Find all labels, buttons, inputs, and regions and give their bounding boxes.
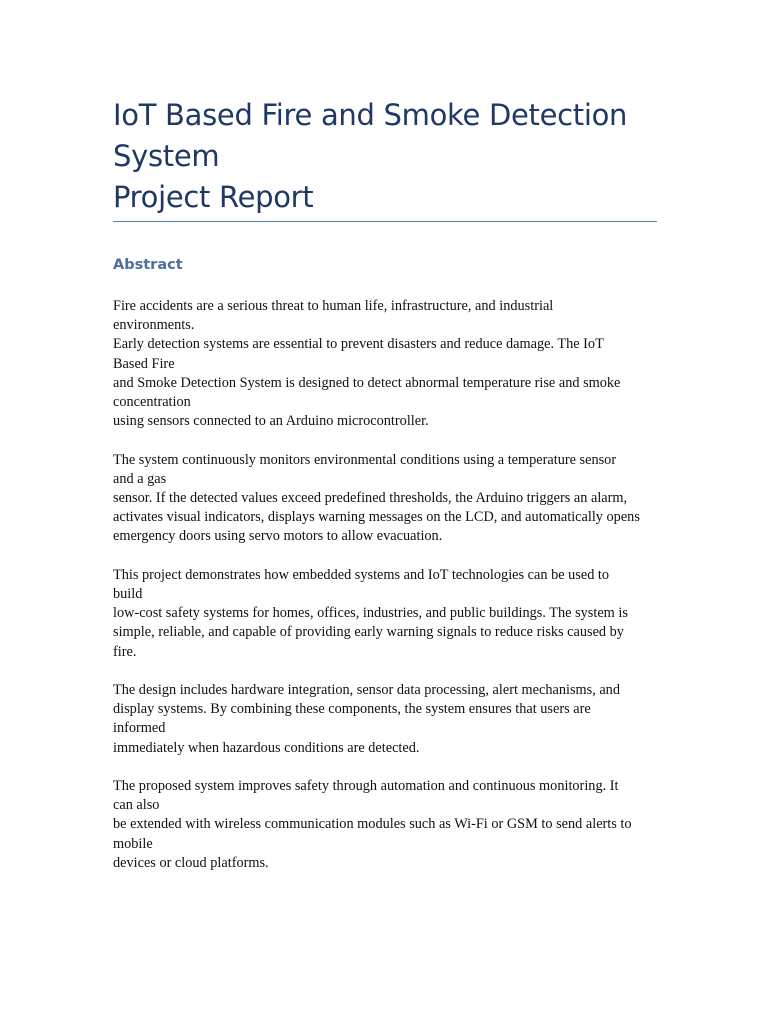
title-line-3: Project Report [113, 180, 314, 214]
paragraph-line: be extended with wireless communication modules such as Wi-Fi or GSM to send alerts to [113, 816, 632, 833]
paragraph-line: emergency doors using servo motors to allow evacuation. [113, 528, 443, 545]
paragraph [113, 566, 673, 662]
paragraph-line: environments. [113, 317, 195, 334]
section-heading-abstract: Abstract [113, 257, 183, 273]
paragraph-line: fire. [113, 643, 137, 660]
paragraph-line: low-cost safety systems for homes, offices, industries, and public buildings. The system is [113, 605, 628, 622]
paragraph-line: mobile [113, 835, 153, 852]
abstract-body [113, 297, 673, 892]
paragraph-line: and Smoke Detection System is designed to detect abnormal temperature rise and smoke [113, 374, 621, 391]
paragraph-line: The proposed system improves safety through automation and continuous monitoring. It [113, 778, 619, 795]
paragraph-line: informed [113, 720, 166, 737]
paragraph-line: The design includes hardware integration, sensor data processing, alert mechanisms, and [113, 682, 620, 699]
title-line-1: IoT Based Fire and Smoke Detection [113, 98, 628, 132]
paragraph [113, 451, 673, 547]
title-divider [113, 221, 657, 222]
paragraph [113, 681, 673, 758]
paragraph-line: build [113, 586, 143, 603]
paragraph-line: simple, reliable, and capable of providing early warning signals to reduce risks caused by [113, 624, 624, 641]
paragraph-line: Early detection systems are essential to prevent disasters and reduce damage. The IoT [113, 336, 604, 353]
paragraph-line: Fire accidents are a serious threat to human life, infrastructure, and industrial [113, 298, 554, 314]
paragraph-line: sensor. If the detected values exceed predefined thresholds, the Arduino triggers an alarm, [113, 490, 628, 507]
paragraph-line: The system continuously monitors environmental conditions using a temperature sensor [113, 451, 617, 468]
paragraph-line: display systems. By combining these components, the system ensures that users are [113, 701, 591, 718]
paragraph-line: This project demonstrates how embedded systems and IoT technologies can be used to [113, 566, 610, 583]
paragraph-line: Based Fire [113, 355, 175, 372]
paragraph-line: using sensors connected to an Arduino microcontroller. [113, 413, 429, 430]
paragraph-line: concentration [113, 394, 191, 411]
paragraph-line: activates visual indicators, displays warning messages on the LCD, and automatically opens [113, 509, 640, 526]
paragraph-line: immediately when hazardous conditions are detected. [113, 739, 420, 756]
paragraph-line: can also [113, 797, 160, 814]
document-title [113, 95, 673, 218]
paragraph [113, 777, 673, 873]
paragraph-line: devices or cloud platforms. [113, 854, 269, 871]
paragraph [113, 297, 673, 431]
title-line-2: System [113, 139, 220, 173]
paragraph-line: and a gas [113, 470, 167, 487]
